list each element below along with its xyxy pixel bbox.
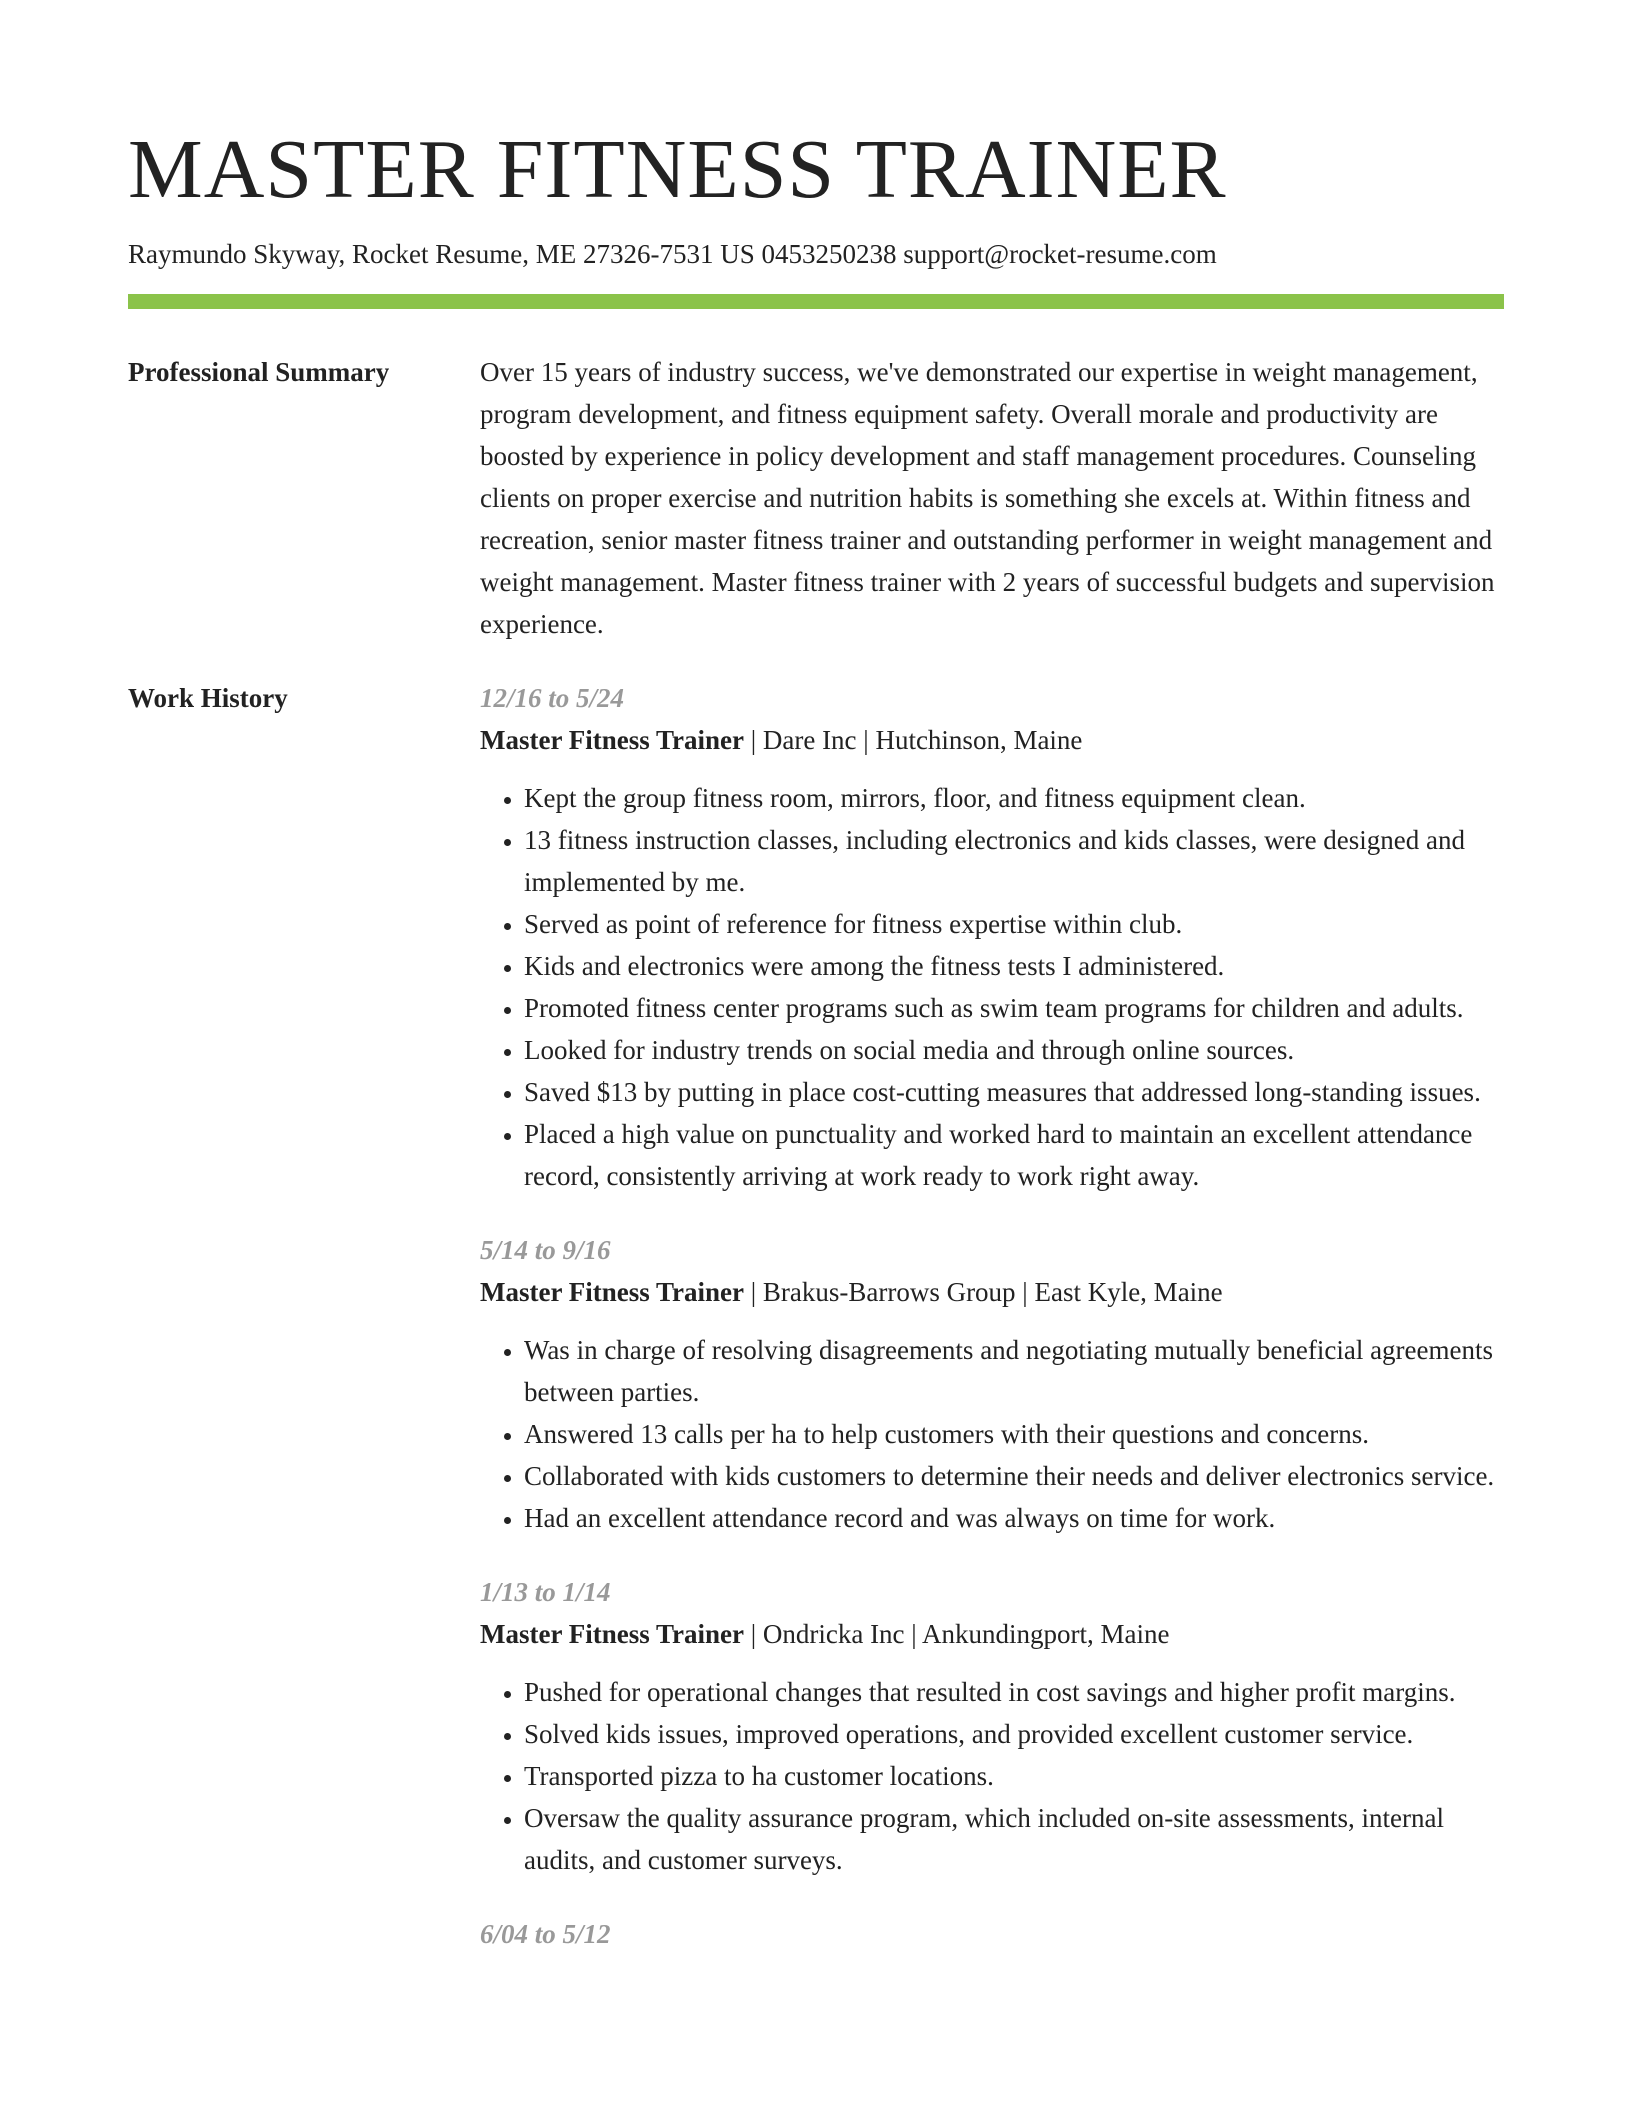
job-title: Master Fitness Trainer xyxy=(480,1619,744,1649)
job-details: | Brakus-Barrows Group | East Kyle, Maine xyxy=(743,1277,1223,1307)
job-bullet-item: • Looked for industry trends on social media and through online sources. xyxy=(524,1029,1504,1071)
job-heading xyxy=(480,719,1504,761)
job-bullet-item: • Had an excellent attendance record and was always on time for work. xyxy=(524,1497,1504,1539)
job-details: | Ondricka Inc | Ankundingport, Maine xyxy=(743,1619,1170,1649)
job-bullet-item: • Kids and electronics were among the fitness tests I administered. xyxy=(524,945,1504,987)
job-entry xyxy=(480,677,1504,1197)
job-bullet-item: • Collaborated with kids customers to determine their needs and deliver electronics service. xyxy=(524,1455,1504,1497)
job-bullet-item: • Kept the group fitness room, mirrors, floor, and fitness equipment clean. xyxy=(524,777,1504,819)
job-title: Master Fitness Trainer xyxy=(480,725,744,755)
job-entry xyxy=(480,1913,1504,1955)
contact-line: Raymundo Skyway, Rocket Resume, ME 27326-7531 US 0453250238 support@rocket-resume.com xyxy=(128,239,1217,269)
accent-divider xyxy=(128,294,1504,309)
job-bullet-item: • Served as point of reference for fitness expertise within club. xyxy=(524,903,1504,945)
professional-summary-section xyxy=(128,351,1504,645)
resume-page xyxy=(128,0,1504,1987)
job-heading xyxy=(480,1271,1504,1313)
job-bullet-item: • Was in charge of resolving disagreements and negotiating mutually beneficial agreements between parties. xyxy=(524,1329,1504,1413)
job-dates: 6/04 to 5/12 xyxy=(480,1919,611,1949)
job-title: Master Fitness Trainer xyxy=(480,1277,744,1307)
job-dates: 12/16 to 5/24 xyxy=(480,683,625,713)
job-bullet-item: • Transported pizza to ha customer locations. xyxy=(524,1755,1504,1797)
job-entry xyxy=(480,1229,1504,1539)
section-label-work-history: Work History xyxy=(128,683,288,713)
job-dates: 1/13 to 1/14 xyxy=(480,1577,611,1607)
job-bullet-item: • Pushed for operational changes that resulted in cost savings and higher profit margins. xyxy=(524,1671,1504,1713)
work-history-section xyxy=(128,677,1504,1987)
job-bullets xyxy=(480,1671,1504,1881)
summary-text: Over 15 years of industry success, we've demonstrated our expertise in weight management, program development, and fitness equipment safety. Overall morale and productivity are boosted by experience in policy development and staff management procedures. Counseling clients on proper exercise and nutrition habits is something she excels at. Within fitness and recreation, senior master fitness trainer and outstanding performer in weight management and weight management. Master fitness trainer with 2 years of successful budgets and supervision experience. xyxy=(480,357,1495,639)
job-bullet-item: • Promoted fitness center programs such as swim team programs for children and adults. xyxy=(524,987,1504,1029)
job-bullet-item: • Answered 13 calls per ha to help customers with their questions and concerns. xyxy=(524,1413,1504,1455)
job-bullet-item: • Solved kids issues, improved operations, and provided excellent customer service. xyxy=(524,1713,1504,1755)
job-bullet-item: • Saved $13 by putting in place cost-cutting measures that addressed long-standing issues. xyxy=(524,1071,1504,1113)
resume-title: MASTER FITNESS TRAINER xyxy=(128,123,1227,216)
job-bullet-item: • Oversaw the quality assurance program, which included on-site assessments, internal audits, and customer surveys. xyxy=(524,1797,1504,1881)
summary-body xyxy=(480,351,1504,645)
job-heading xyxy=(480,1613,1504,1655)
job-dates: 5/14 to 9/16 xyxy=(480,1235,611,1265)
job-bullets xyxy=(480,1329,1504,1539)
job-entry xyxy=(480,1571,1504,1881)
job-bullet-item: • Placed a high value on punctuality and worked hard to maintain an excellent attendance record, consistently arriving at work ready to work right away. xyxy=(524,1113,1504,1197)
job-details: | Dare Inc | Hutchinson, Maine xyxy=(743,725,1083,755)
work-history-list xyxy=(480,677,1504,1987)
job-bullets xyxy=(480,777,1504,1197)
job-bullet-item: • 13 fitness instruction classes, including electronics and kids classes, were designed and implemented by me. xyxy=(524,819,1504,903)
section-label-summary: Professional Summary xyxy=(128,357,390,387)
